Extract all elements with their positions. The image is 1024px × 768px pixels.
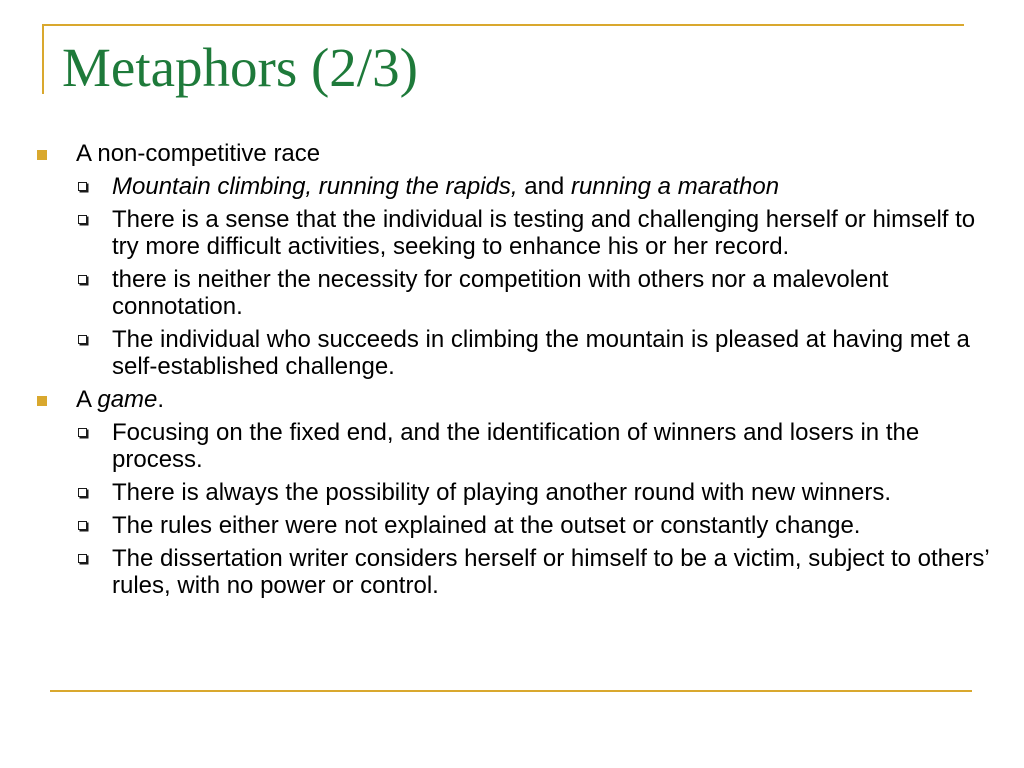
sub-bullet-text: The individual who succeeds in climbing the mountain is pleased at having met a self-established challenge. <box>112 326 970 380</box>
sub-bullet-another-round <box>0 479 1024 506</box>
sub-bullet-text: The dissertation writer considers herself or himself to be a victim, subject to others’ rules, with no power or control. <box>112 545 989 599</box>
sub-bullet-no-competition <box>0 266 1024 320</box>
bullet-text: A non-competitive race <box>76 140 321 167</box>
sub-bullet-text: Focusing on the fixed end, and the identification of winners and losers in the process. <box>112 419 920 473</box>
square-bullet-icon <box>37 150 47 160</box>
sub-bullet-victim <box>0 545 1024 599</box>
sub-bullet-text-part: and <box>517 173 571 200</box>
sub-bullet-self-challenge <box>0 326 1024 380</box>
sub-bullet-rules-change <box>0 512 1024 539</box>
frame-left-rule <box>42 24 44 94</box>
bullet-game <box>0 386 1024 413</box>
checkbox-bullet-icon <box>78 215 87 224</box>
sub-bullet-text: there is neither the necessity for competition with others nor a malevolent connotation. <box>112 266 889 320</box>
bullet-non-competitive-race <box>0 140 1024 167</box>
sub-bullet-text-part: Mountain climbing, running the rapids, <box>112 173 518 200</box>
sub-bullet-text: There is always the possibility of playing another round with new winners. <box>112 479 892 506</box>
slide-title: Metaphors (2/3) <box>62 37 418 98</box>
bullet-text-part: . <box>157 386 165 413</box>
bullet-text-part: A <box>76 386 98 413</box>
bottom-rule <box>50 690 972 692</box>
checkbox-bullet-icon <box>78 488 87 497</box>
checkbox-bullet-icon <box>78 182 87 191</box>
checkbox-bullet-icon <box>78 521 87 530</box>
checkbox-bullet-icon <box>78 335 87 344</box>
sub-bullet-testing <box>0 206 1024 260</box>
square-bullet-icon <box>37 396 47 406</box>
sub-bullet-examples <box>0 173 1024 200</box>
checkbox-bullet-icon <box>78 428 87 437</box>
bullet-text-part: game <box>97 386 158 413</box>
sub-bullet-text: The rules either were not explained at the outset or constantly change. <box>112 512 861 539</box>
slide-content <box>0 140 1024 605</box>
frame-top-rule <box>42 24 964 26</box>
sub-bullet-fixed-end <box>0 419 1024 473</box>
checkbox-bullet-icon <box>78 554 87 563</box>
checkbox-bullet-icon <box>78 275 87 284</box>
sub-bullet-text-part: running a marathon <box>570 173 780 200</box>
sub-bullet-text: There is a sense that the individual is testing and challenging herself or himself to try more difficult activities, seeking to enhance his or her record. <box>112 206 976 260</box>
